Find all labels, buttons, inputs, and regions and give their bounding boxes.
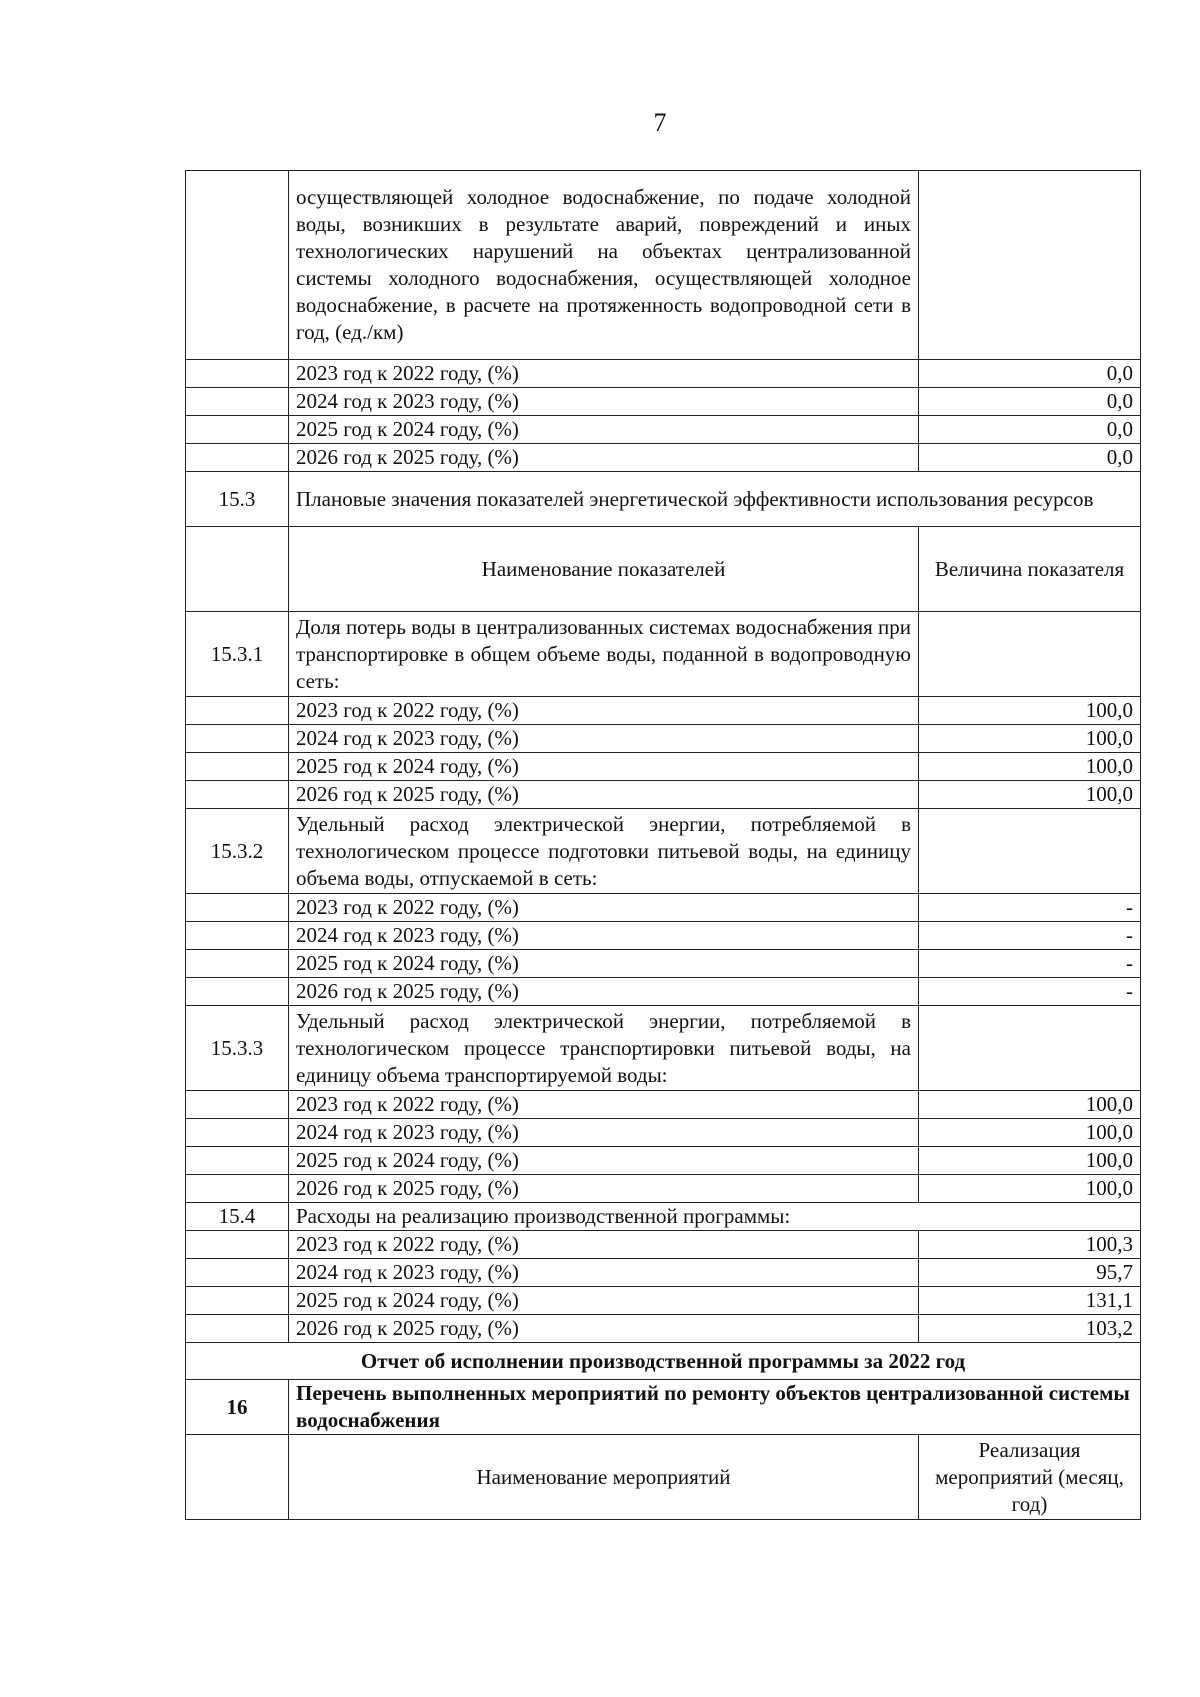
table-row bbox=[186, 753, 1141, 781]
year-label: 2026 год к 2025 году, (%) bbox=[289, 781, 919, 809]
table-row bbox=[186, 725, 1141, 753]
year-value: 100,0 bbox=[919, 1175, 1141, 1203]
column-header-value: Величина показателя bbox=[919, 527, 1141, 612]
year-label: 2023 год к 2022 году, (%) bbox=[289, 1231, 919, 1259]
column-header-row bbox=[186, 1435, 1141, 1520]
column-header-row bbox=[186, 527, 1141, 612]
row-number bbox=[186, 171, 289, 360]
year-value: 103,2 bbox=[919, 1315, 1141, 1343]
year-label: 2025 год к 2024 году, (%) bbox=[289, 950, 919, 978]
table-row bbox=[186, 809, 1141, 894]
indicator-description: Доля потерь воды в централизованных системах водоснабжения при транспортировке в общем объеме воды, поданной в водопроводную сеть: bbox=[289, 612, 919, 697]
table-row bbox=[186, 1006, 1141, 1091]
table-row bbox=[186, 1259, 1141, 1287]
year-value: 100,0 bbox=[919, 1147, 1141, 1175]
year-value: - bbox=[919, 950, 1141, 978]
year-value: - bbox=[919, 894, 1141, 922]
table-row bbox=[186, 922, 1141, 950]
year-label: 2023 год к 2022 году, (%) bbox=[289, 894, 919, 922]
table-row bbox=[186, 612, 1141, 697]
column-header-name: Наименование мероприятий bbox=[289, 1435, 919, 1520]
indicator-value bbox=[919, 612, 1141, 697]
year-label: 2026 год к 2025 году, (%) bbox=[289, 1175, 919, 1203]
year-value: 95,7 bbox=[919, 1259, 1141, 1287]
section-row bbox=[186, 1380, 1141, 1435]
section-title: Плановые значения показателей энергетической эффективности использования ресурсов bbox=[289, 472, 1141, 527]
year-value: - bbox=[919, 922, 1141, 950]
table-row bbox=[186, 894, 1141, 922]
column-header-name: Наименование показателей bbox=[289, 527, 919, 612]
table-row bbox=[186, 388, 1141, 416]
page-number: 7 bbox=[653, 108, 667, 137]
year-label: 2024 год к 2023 году, (%) bbox=[289, 725, 919, 753]
year-label: 2025 год к 2024 году, (%) bbox=[289, 1287, 919, 1315]
table-row bbox=[186, 1119, 1141, 1147]
year-value: - bbox=[919, 978, 1141, 1006]
section-title: Перечень выполненных мероприятий по ремонту объектов централизованной системы водоснабжения bbox=[289, 1380, 1141, 1435]
indicator-value bbox=[919, 809, 1141, 894]
year-value: 100,0 bbox=[919, 1119, 1141, 1147]
table-row bbox=[186, 950, 1141, 978]
indicator-description: осуществляющей холодное водоснабжение, по подаче холодной воды, возникших в результате аварий, повреждений и иных технологических нарушений на объектах централизованной системы холодного водоснабжения, осуществляющей холодное водоснабжение, в расчете на протяженность водопроводной сети в год, (ед./км) bbox=[289, 171, 919, 360]
table-row bbox=[186, 1091, 1141, 1119]
year-value: 100,3 bbox=[919, 1231, 1141, 1259]
year-label: 2025 год к 2024 году, (%) bbox=[289, 1147, 919, 1175]
year-value: 100,0 bbox=[919, 753, 1141, 781]
report-title-row bbox=[186, 1343, 1141, 1380]
year-value: 100,0 bbox=[919, 725, 1141, 753]
year-label: 2023 год к 2022 году, (%) bbox=[289, 697, 919, 725]
section-title: Расходы на реализацию производственной программы: bbox=[289, 1203, 1141, 1231]
table-row bbox=[186, 1231, 1141, 1259]
year-value: 0,0 bbox=[919, 388, 1141, 416]
year-label: 2024 год к 2023 году, (%) bbox=[289, 1119, 919, 1147]
indicators-table bbox=[185, 170, 1141, 1520]
section-number: 15.4 bbox=[186, 1203, 289, 1231]
year-label: 2025 год к 2024 году, (%) bbox=[289, 753, 919, 781]
row-number: 15.3.1 bbox=[186, 612, 289, 697]
year-value: 131,1 bbox=[919, 1287, 1141, 1315]
section-number: 15.3 bbox=[186, 472, 289, 527]
table-row bbox=[186, 1315, 1141, 1343]
table-row bbox=[186, 697, 1141, 725]
indicator-description: Удельный расход электрической энергии, потребляемой в технологическом процессе подготовки питьевой воды, на единицу объема воды, отпускаемой в сеть: bbox=[289, 809, 919, 894]
table-row bbox=[186, 444, 1141, 472]
year-value: 100,0 bbox=[919, 781, 1141, 809]
section-row bbox=[186, 472, 1141, 527]
year-label: 2025 год к 2024 году, (%) bbox=[289, 416, 919, 444]
year-value: 100,0 bbox=[919, 697, 1141, 725]
table-row bbox=[186, 978, 1141, 1006]
table-row bbox=[186, 360, 1141, 388]
table-row bbox=[186, 171, 1141, 360]
year-label: 2026 год к 2025 году, (%) bbox=[289, 1315, 919, 1343]
year-label: 2024 год к 2023 году, (%) bbox=[289, 388, 919, 416]
year-value: 0,0 bbox=[919, 444, 1141, 472]
table-row bbox=[186, 1175, 1141, 1203]
section-row bbox=[186, 1203, 1141, 1231]
year-label: 2024 год к 2023 году, (%) bbox=[289, 922, 919, 950]
section-number: 16 bbox=[186, 1380, 289, 1435]
table-row bbox=[186, 1147, 1141, 1175]
row-number: 15.3.3 bbox=[186, 1006, 289, 1091]
column-header-value: Реализация мероприятий (месяц, год) bbox=[919, 1435, 1141, 1520]
indicator-value bbox=[919, 1006, 1141, 1091]
year-value: 0,0 bbox=[919, 416, 1141, 444]
table-row bbox=[186, 1287, 1141, 1315]
year-value: 0,0 bbox=[919, 360, 1141, 388]
table-row bbox=[186, 781, 1141, 809]
indicator-value bbox=[919, 171, 1141, 360]
year-label: 2026 год к 2025 году, (%) bbox=[289, 444, 919, 472]
indicator-description: Удельный расход электрической энергии, потребляемой в технологическом процессе транспортировки питьевой воды, на единицу объема транспортируемой воды: bbox=[289, 1006, 919, 1091]
report-title: Отчет об исполнении производственной программы за 2022 год bbox=[186, 1343, 1141, 1380]
row-number: 15.3.2 bbox=[186, 809, 289, 894]
table-row bbox=[186, 416, 1141, 444]
year-label: 2024 год к 2023 году, (%) bbox=[289, 1259, 919, 1287]
year-label: 2023 год к 2022 году, (%) bbox=[289, 360, 919, 388]
year-label: 2026 год к 2025 году, (%) bbox=[289, 978, 919, 1006]
year-label: 2023 год к 2022 году, (%) bbox=[289, 1091, 919, 1119]
year-value: 100,0 bbox=[919, 1091, 1141, 1119]
